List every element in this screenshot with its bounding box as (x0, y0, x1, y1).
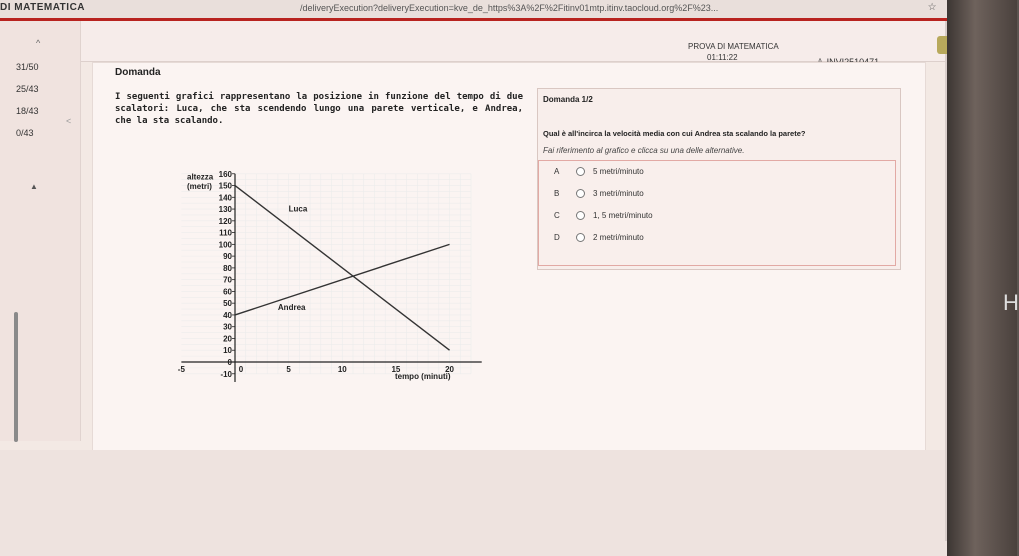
test-name: PROVA DI MATEMATICA (688, 42, 779, 51)
x-tick-label: 10 (337, 365, 347, 374)
y-tick-label: 130 (218, 205, 232, 215)
sidebar-item-4[interactable]: 0/43 (16, 128, 34, 138)
option-text: 3 metri/minuto (593, 189, 644, 198)
y-tick-label: 160 (218, 169, 232, 179)
header-bar (0, 21, 1000, 62)
y-tick-label: 50 (223, 299, 232, 309)
y-tick-label: 150 (218, 181, 232, 191)
x-tick-label: 15 (391, 365, 401, 374)
sidebar (0, 21, 81, 441)
background-photo (947, 0, 1017, 556)
y-axis-label: (metri) (187, 182, 212, 192)
y-tick-label: 90 (223, 252, 232, 262)
timer: 01:11:22 (707, 53, 738, 62)
y-tick-label: 100 (218, 240, 232, 250)
question-text: I seguenti grafici rappresentano la posizione in funzione del tempo di due scalatori: Luca, che sta scendendo lungo una parete verticale, e Andrea, che la sta scalando. (115, 92, 523, 126)
radio-icon[interactable] (576, 211, 585, 220)
y-tick-label: 40 (223, 310, 232, 320)
y-tick-label: 120 (218, 216, 232, 226)
question-prompt: Qual è all'incirca la velocità media con cui Andrea sta scalando la parete? (543, 129, 806, 138)
section-title: Domanda (115, 67, 161, 78)
series-label: Andrea (277, 303, 306, 313)
y-tick-label: 10 (223, 346, 232, 356)
browser-toolbar (0, 0, 1000, 19)
option-text: 5 metri/minuto (593, 167, 644, 176)
star-icon[interactable]: ☆ (927, 2, 937, 13)
site-title: DI MATEMATICA (0, 2, 86, 13)
y-tick-label: 0 (227, 358, 232, 367)
sidebar-item-3[interactable]: 18/43 (16, 106, 39, 116)
y-tick-label: 110 (219, 228, 232, 238)
sidebar-arrow-icon[interactable]: < (66, 116, 72, 126)
bottom-area (0, 450, 1000, 556)
x-tick-label: 0 (238, 365, 244, 374)
y-tick-label: 30 (223, 322, 232, 332)
y-tick-label: 20 (223, 334, 232, 344)
x-tick-label: 20 (445, 365, 454, 374)
sidebar-item-1[interactable]: 31/50 (16, 62, 39, 72)
option-a[interactable] (554, 167, 644, 176)
scrollbar[interactable] (14, 312, 18, 442)
background-letter: H (1003, 290, 1019, 315)
address-bar[interactable]: /deliveryExecution?deliveryExecution=kve_de_https%3A%2F%2Fitinv01mtp.itinv.taocloud.org%2F%23... (300, 3, 719, 13)
option-text: 1, 5 metri/minuto (593, 211, 653, 220)
y-tick-label: -10 (220, 369, 232, 379)
option-letter: D (554, 233, 560, 242)
sidebar-item-2[interactable]: 25/43 (16, 84, 39, 94)
radio-icon[interactable] (576, 167, 585, 176)
option-c[interactable] (554, 211, 653, 220)
option-letter: A (554, 167, 560, 176)
y-axis-label: altezza (187, 172, 214, 182)
option-d[interactable] (554, 233, 644, 242)
option-text: 2 metri/minuto (593, 233, 644, 242)
collapse-icon[interactable]: ^ (36, 38, 41, 48)
x-tick-label: 5 (286, 365, 291, 374)
radio-icon[interactable] (576, 233, 585, 242)
option-letter: C (554, 211, 560, 220)
series-label: Luca (288, 204, 308, 214)
question-hint: Fai riferimento al grafico e clicca su una delle alternative. (543, 146, 745, 155)
scroll-up-icon[interactable]: ▲ (30, 182, 38, 191)
option-b[interactable] (554, 189, 644, 198)
chart (175, 150, 455, 400)
x-tick-label: -5 (177, 365, 185, 374)
option-letter: B (554, 189, 560, 198)
x-axis-label: tempo (minuti) (394, 372, 451, 381)
y-tick-label: 70 (223, 275, 232, 285)
question-label: Domanda 1/2 (543, 95, 593, 104)
y-tick-label: 140 (218, 193, 232, 203)
y-tick-label: 60 (223, 287, 232, 297)
radio-icon[interactable] (576, 189, 585, 198)
y-tick-label: 80 (223, 263, 232, 273)
